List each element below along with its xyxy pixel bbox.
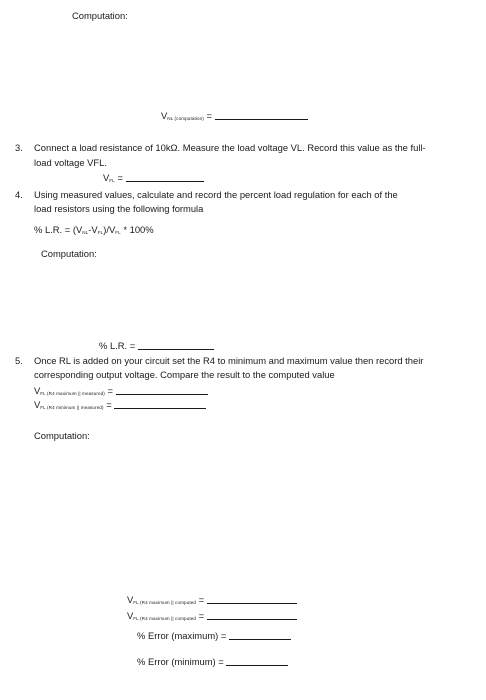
vfl-max-computed-equals: = xyxy=(198,594,205,605)
error-min-blank[interactable] xyxy=(226,657,288,666)
vfl-max-computed-subscript: FL (R4 maximum || computed xyxy=(133,600,197,605)
computation-heading-step4: Computation: xyxy=(41,248,97,259)
vfl-subscript: FL xyxy=(109,178,115,183)
error-min-label: % Error (minimum) = xyxy=(137,656,224,667)
vfl-min-blank[interactable] xyxy=(114,400,206,409)
formula-tail: * 100% xyxy=(120,224,154,235)
vfl-max-blank[interactable] xyxy=(116,386,208,395)
error-max-blank[interactable] xyxy=(229,631,291,640)
vfl-min-computed-line xyxy=(127,610,297,622)
load-regulation-formula xyxy=(34,224,154,236)
vnl-computation-line xyxy=(161,110,308,122)
error-min-line xyxy=(137,656,288,668)
vfl-symbol: V xyxy=(103,172,110,183)
vfl-max-symbol: V xyxy=(34,385,41,396)
error-max-line xyxy=(137,630,291,642)
vfl-max-computed-line xyxy=(127,594,297,606)
step4-line1: Using measured values, calculate and record the percent load regulation for each of the xyxy=(34,189,398,200)
step3-line1: Connect a load resistance of 10kΩ. Measure the load voltage VL. Record this value as the full- xyxy=(34,142,426,153)
vfl-equals: = xyxy=(117,172,123,183)
lr-label: % L.R. = xyxy=(99,340,136,351)
vnl-symbol: V xyxy=(161,110,168,121)
vfl-min-measured-line xyxy=(34,399,206,411)
vfl-min-computed-subscript: FL (R4 maximum || computed xyxy=(133,616,197,621)
computation-heading-top: Computation: xyxy=(72,10,128,21)
vfl-min-subscript: FL (R4 minimum || measured) xyxy=(40,405,104,410)
vfl-min-computed-symbol: V xyxy=(127,610,134,621)
vfl-max-measured-line xyxy=(34,385,208,397)
step3-number: 3. xyxy=(15,142,23,153)
step4-line2: load resistors using the following formula xyxy=(34,203,204,214)
step3-line2: load voltage VFL. xyxy=(34,157,107,168)
formula-lead: % L.R. = (V xyxy=(34,224,83,235)
step4-number: 4. xyxy=(15,189,23,200)
step5-line1: Once RL is added on your circuit set the R4 to minimum and maximum value then record their xyxy=(34,355,424,366)
formula-mid: -V xyxy=(88,224,98,235)
vfl-max-equals: = xyxy=(107,385,114,396)
vfl-min-computed-blank[interactable] xyxy=(207,611,297,620)
lr-blank[interactable] xyxy=(138,341,214,350)
vfl-blank[interactable] xyxy=(126,173,204,182)
formula-fl-sub-2: FL xyxy=(115,230,121,235)
vnl-blank[interactable] xyxy=(215,111,308,120)
formula-mid2: )/V xyxy=(103,224,116,235)
formula-fl-sub-1: FL xyxy=(97,230,104,235)
vnl-subscript: NL (computation) xyxy=(167,116,204,121)
formula-nl-sub: NL xyxy=(82,230,89,235)
step5-number: 5. xyxy=(15,355,23,366)
vfl-max-subscript: FL (R4 maximum || measured) xyxy=(40,391,105,396)
vfl-max-computed-blank[interactable] xyxy=(207,595,297,604)
vnl-equals: = xyxy=(206,110,213,121)
vfl-min-symbol: V xyxy=(34,399,41,410)
vfl-max-computed-symbol: V xyxy=(127,594,134,605)
step5-line2: corresponding output voltage. Compare the result to the computed value xyxy=(34,369,335,380)
vfl-min-computed-equals: = xyxy=(198,610,205,621)
vfl-min-equals: = xyxy=(106,399,112,410)
error-max-label: % Error (maximum) = xyxy=(137,630,227,641)
computation-heading-step5: Computation: xyxy=(34,430,90,441)
vfl-line xyxy=(103,172,204,184)
lr-result-line xyxy=(99,340,214,352)
